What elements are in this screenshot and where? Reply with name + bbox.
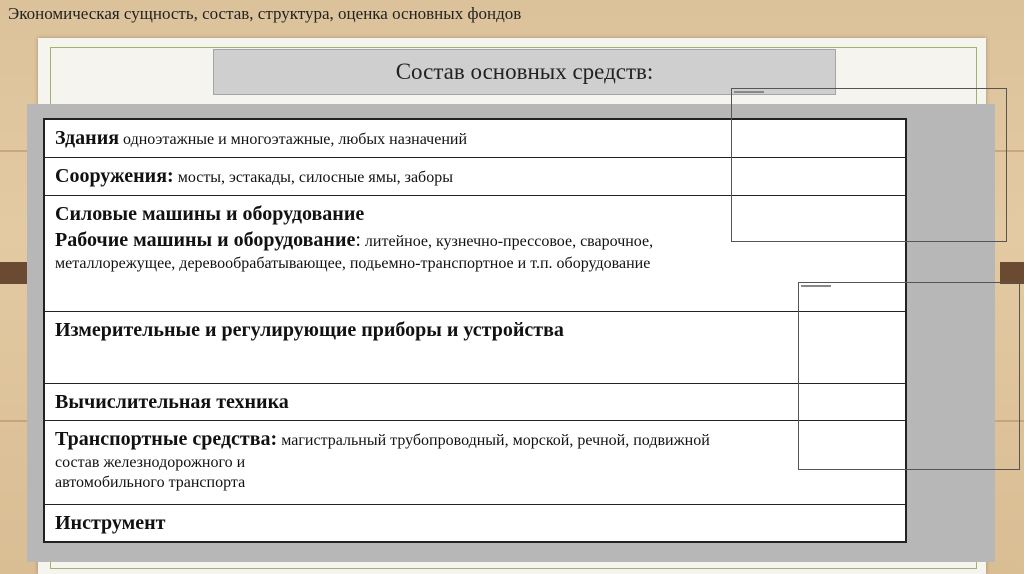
- row-label: Вычислительная техника: [55, 391, 289, 413]
- row-label: Рабочие машины и оборудование: [55, 229, 356, 251]
- row-description: литейное, кузнечно-прессовое, сварочное,: [360, 233, 654, 250]
- row-label: Инструмент: [55, 512, 166, 534]
- row-description: состав железнодорожного и: [55, 454, 246, 471]
- annotation-frame: [731, 88, 1007, 242]
- section-header-text: Состав основных средств:: [395, 59, 654, 84]
- row-label: Сооружения:: [55, 165, 174, 187]
- row-label: Здания: [55, 127, 120, 149]
- table-row: [45, 312, 905, 384]
- row-description: мосты, эстакады, силосные ямы, заборы: [173, 169, 453, 186]
- row-label-colon: :: [355, 229, 361, 251]
- row-description: магистральный трубопроводный, морской, речной, подвижной: [277, 432, 710, 449]
- row-description: автомобильного транспорта: [55, 474, 246, 491]
- row-label: Транспортные средства:: [55, 428, 278, 450]
- wood-dark-band-right: [1000, 262, 1024, 284]
- annotation-mark: [801, 285, 831, 287]
- row-label: Силовые машины и оборудование: [55, 203, 365, 225]
- table-row: [45, 421, 905, 505]
- annotation-mark: [734, 91, 764, 93]
- row-label: Измерительные и регулирующие приборы и устройства: [55, 319, 564, 341]
- slide-title: Экономическая сущность, состав, структура, оценка основных фондов: [8, 4, 522, 23]
- annotation-frame: [798, 282, 1020, 470]
- row-description: металлорежущее, деревообрабатывающее, подьемно-транспортное и т.п. оборудование: [55, 255, 651, 272]
- table-row: [45, 384, 905, 421]
- row-description: одноэтажные и многоэтажные, любых назначений: [119, 131, 468, 148]
- table-row: [45, 505, 905, 541]
